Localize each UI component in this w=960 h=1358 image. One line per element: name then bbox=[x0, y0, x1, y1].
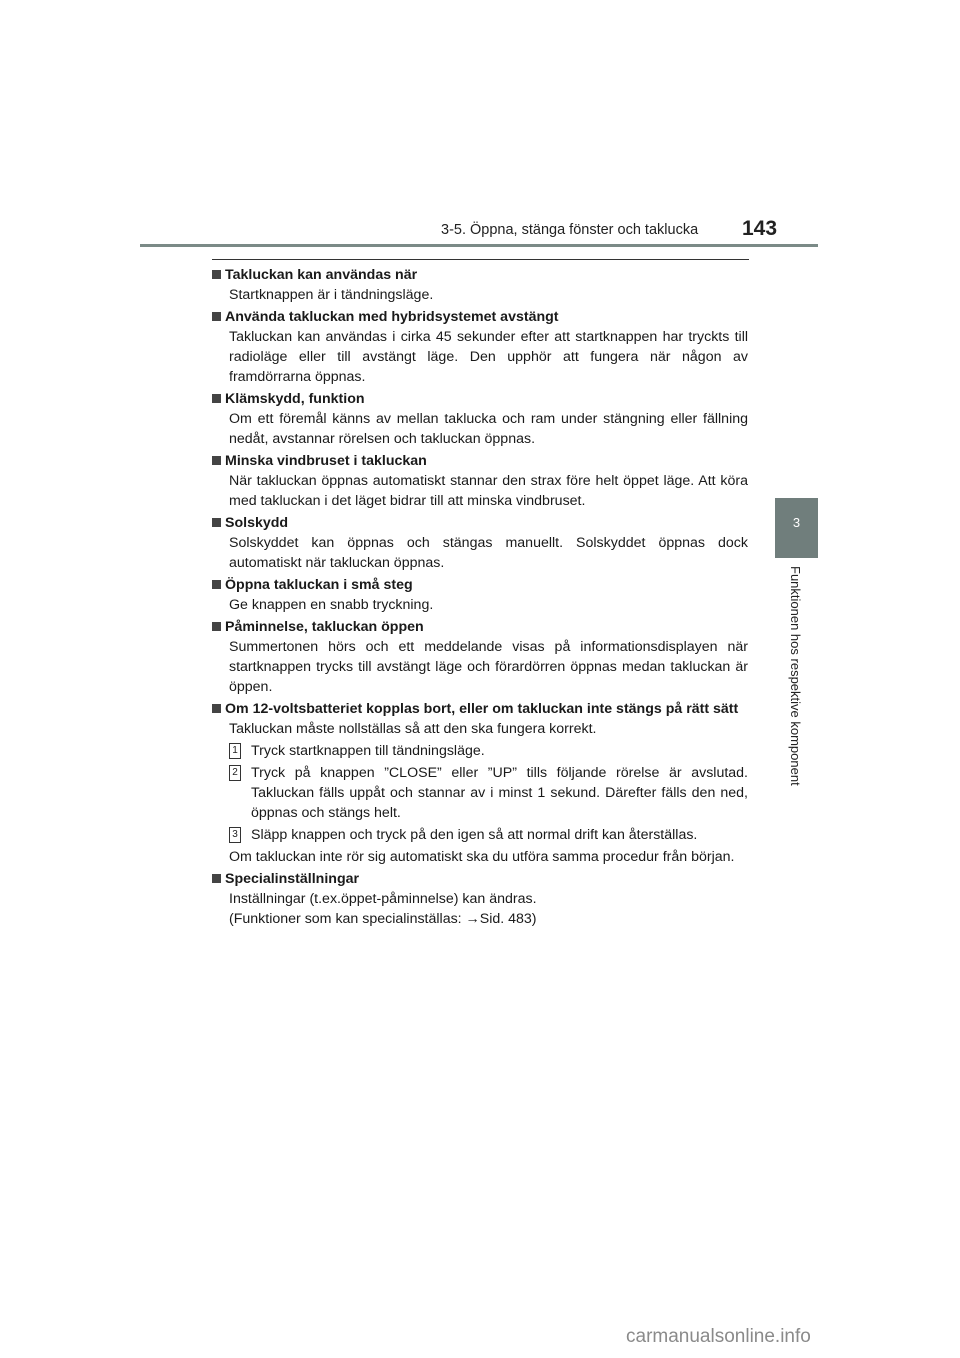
section bbox=[212, 617, 748, 697]
section-body: Solskyddet kan öppnas och stängas manuellt. Solskyddet öppnas dock automatiskt när takluckan öppnas. bbox=[229, 535, 748, 571]
square-bullet-icon bbox=[212, 312, 221, 321]
square-bullet-icon bbox=[212, 270, 221, 279]
section bbox=[212, 389, 748, 449]
step-text: Släpp knappen och tryck på den igen så att normal drift kan återställas. bbox=[251, 827, 698, 843]
section bbox=[212, 307, 748, 387]
section-body: Takluckan måste nollställas så att den ska fungera korrekt. bbox=[229, 721, 597, 737]
step-number-badge: 1 bbox=[229, 743, 241, 759]
square-bullet-icon bbox=[212, 874, 221, 883]
section-heading: Använda takluckan med hybridsystemet avstängt bbox=[212, 307, 748, 327]
chapter-tab bbox=[775, 498, 818, 558]
square-bullet-icon bbox=[212, 704, 221, 713]
header-rule bbox=[140, 244, 818, 247]
step-text: Tryck på knappen ”CLOSE” eller ”UP” tills följande rörelse är avslutad. Takluckan fälls uppåt och stannar av i minst 1 sekund. Därefter fälls den ned, öppnas och stängs helt. bbox=[251, 765, 748, 821]
section bbox=[212, 869, 748, 929]
step-list bbox=[212, 741, 748, 845]
section bbox=[212, 699, 748, 867]
section-heading: Specialinställningar bbox=[212, 869, 748, 889]
square-bullet-icon bbox=[212, 456, 221, 465]
section-heading: Klämskydd, funktion bbox=[212, 389, 748, 409]
section-heading: Öppna takluckan i små steg bbox=[212, 575, 748, 595]
section bbox=[212, 513, 748, 573]
section bbox=[212, 265, 748, 305]
section-body: Summertonen hörs och ett meddelande visas på informationsdisplayen när startknappen trycks till avstängt läge och förardörren öppnas medan takluckan är öppen. bbox=[229, 639, 748, 695]
chapter-title: 3-5. Öppna, stänga fönster och taklucka bbox=[441, 222, 699, 238]
section-body: Om ett föremål känns av mellan taklucka och ram under stängning eller fällning nedåt, avstannar rörelsen och takluckan öppnas. bbox=[229, 411, 748, 447]
section-note: Om takluckan inte rör sig automatiskt ska du utföra samma procedur från början. bbox=[229, 849, 735, 865]
section bbox=[212, 575, 748, 615]
square-bullet-icon bbox=[212, 622, 221, 631]
square-bullet-icon bbox=[212, 580, 221, 589]
section-body: Startknappen är i tändningsläge. bbox=[229, 287, 434, 303]
section-heading: Om 12-voltsbatteriet kopplas bort, eller om takluckan inte stängs på rätt sätt bbox=[212, 699, 748, 719]
step-item bbox=[229, 825, 748, 845]
chapter-tab-number: 3 bbox=[792, 515, 801, 530]
section-heading: Minska vindbruset i takluckan bbox=[212, 451, 748, 471]
section-heading: Påminnelse, takluckan öppen bbox=[212, 617, 748, 637]
watermark: carmanualsonline.info bbox=[626, 1326, 811, 1347]
section bbox=[212, 451, 748, 511]
section-body: Ge knappen en snabb tryckning. bbox=[229, 597, 434, 613]
section-body: Takluckan kan användas i cirka 45 sekunder efter att startknappen har tryckts till radioläge eller till avstängt läge. Den upphör att fungera när någon av framdörrarna öppnas. bbox=[229, 329, 748, 385]
step-text: Tryck startknappen till tändningsläge. bbox=[251, 743, 485, 759]
step-number-badge: 2 bbox=[229, 765, 241, 781]
page-reference: (Funktioner som kan specialinställas: →Sid. 483) bbox=[229, 911, 537, 927]
section-heading: Solskydd bbox=[212, 513, 748, 533]
section-heading: Takluckan kan användas när bbox=[212, 265, 748, 285]
content-rule bbox=[212, 259, 749, 260]
section-body: Inställningar (t.ex.öppet-påminnelse) kan ändras. bbox=[229, 891, 537, 907]
content bbox=[212, 265, 748, 931]
square-bullet-icon bbox=[212, 518, 221, 527]
section-body: När takluckan öppnas automatiskt stannar den strax före helt öppet läge. Att köra med takluckan i det läget bidrar till att minska vindbruset. bbox=[229, 473, 748, 509]
step-item bbox=[229, 741, 748, 761]
page-number: 143 bbox=[742, 217, 778, 240]
step-number-badge: 3 bbox=[229, 827, 241, 843]
chapter-tab-label: Funktionen hos respektive komponent bbox=[788, 566, 803, 786]
square-bullet-icon bbox=[212, 394, 221, 403]
step-item bbox=[229, 763, 748, 823]
